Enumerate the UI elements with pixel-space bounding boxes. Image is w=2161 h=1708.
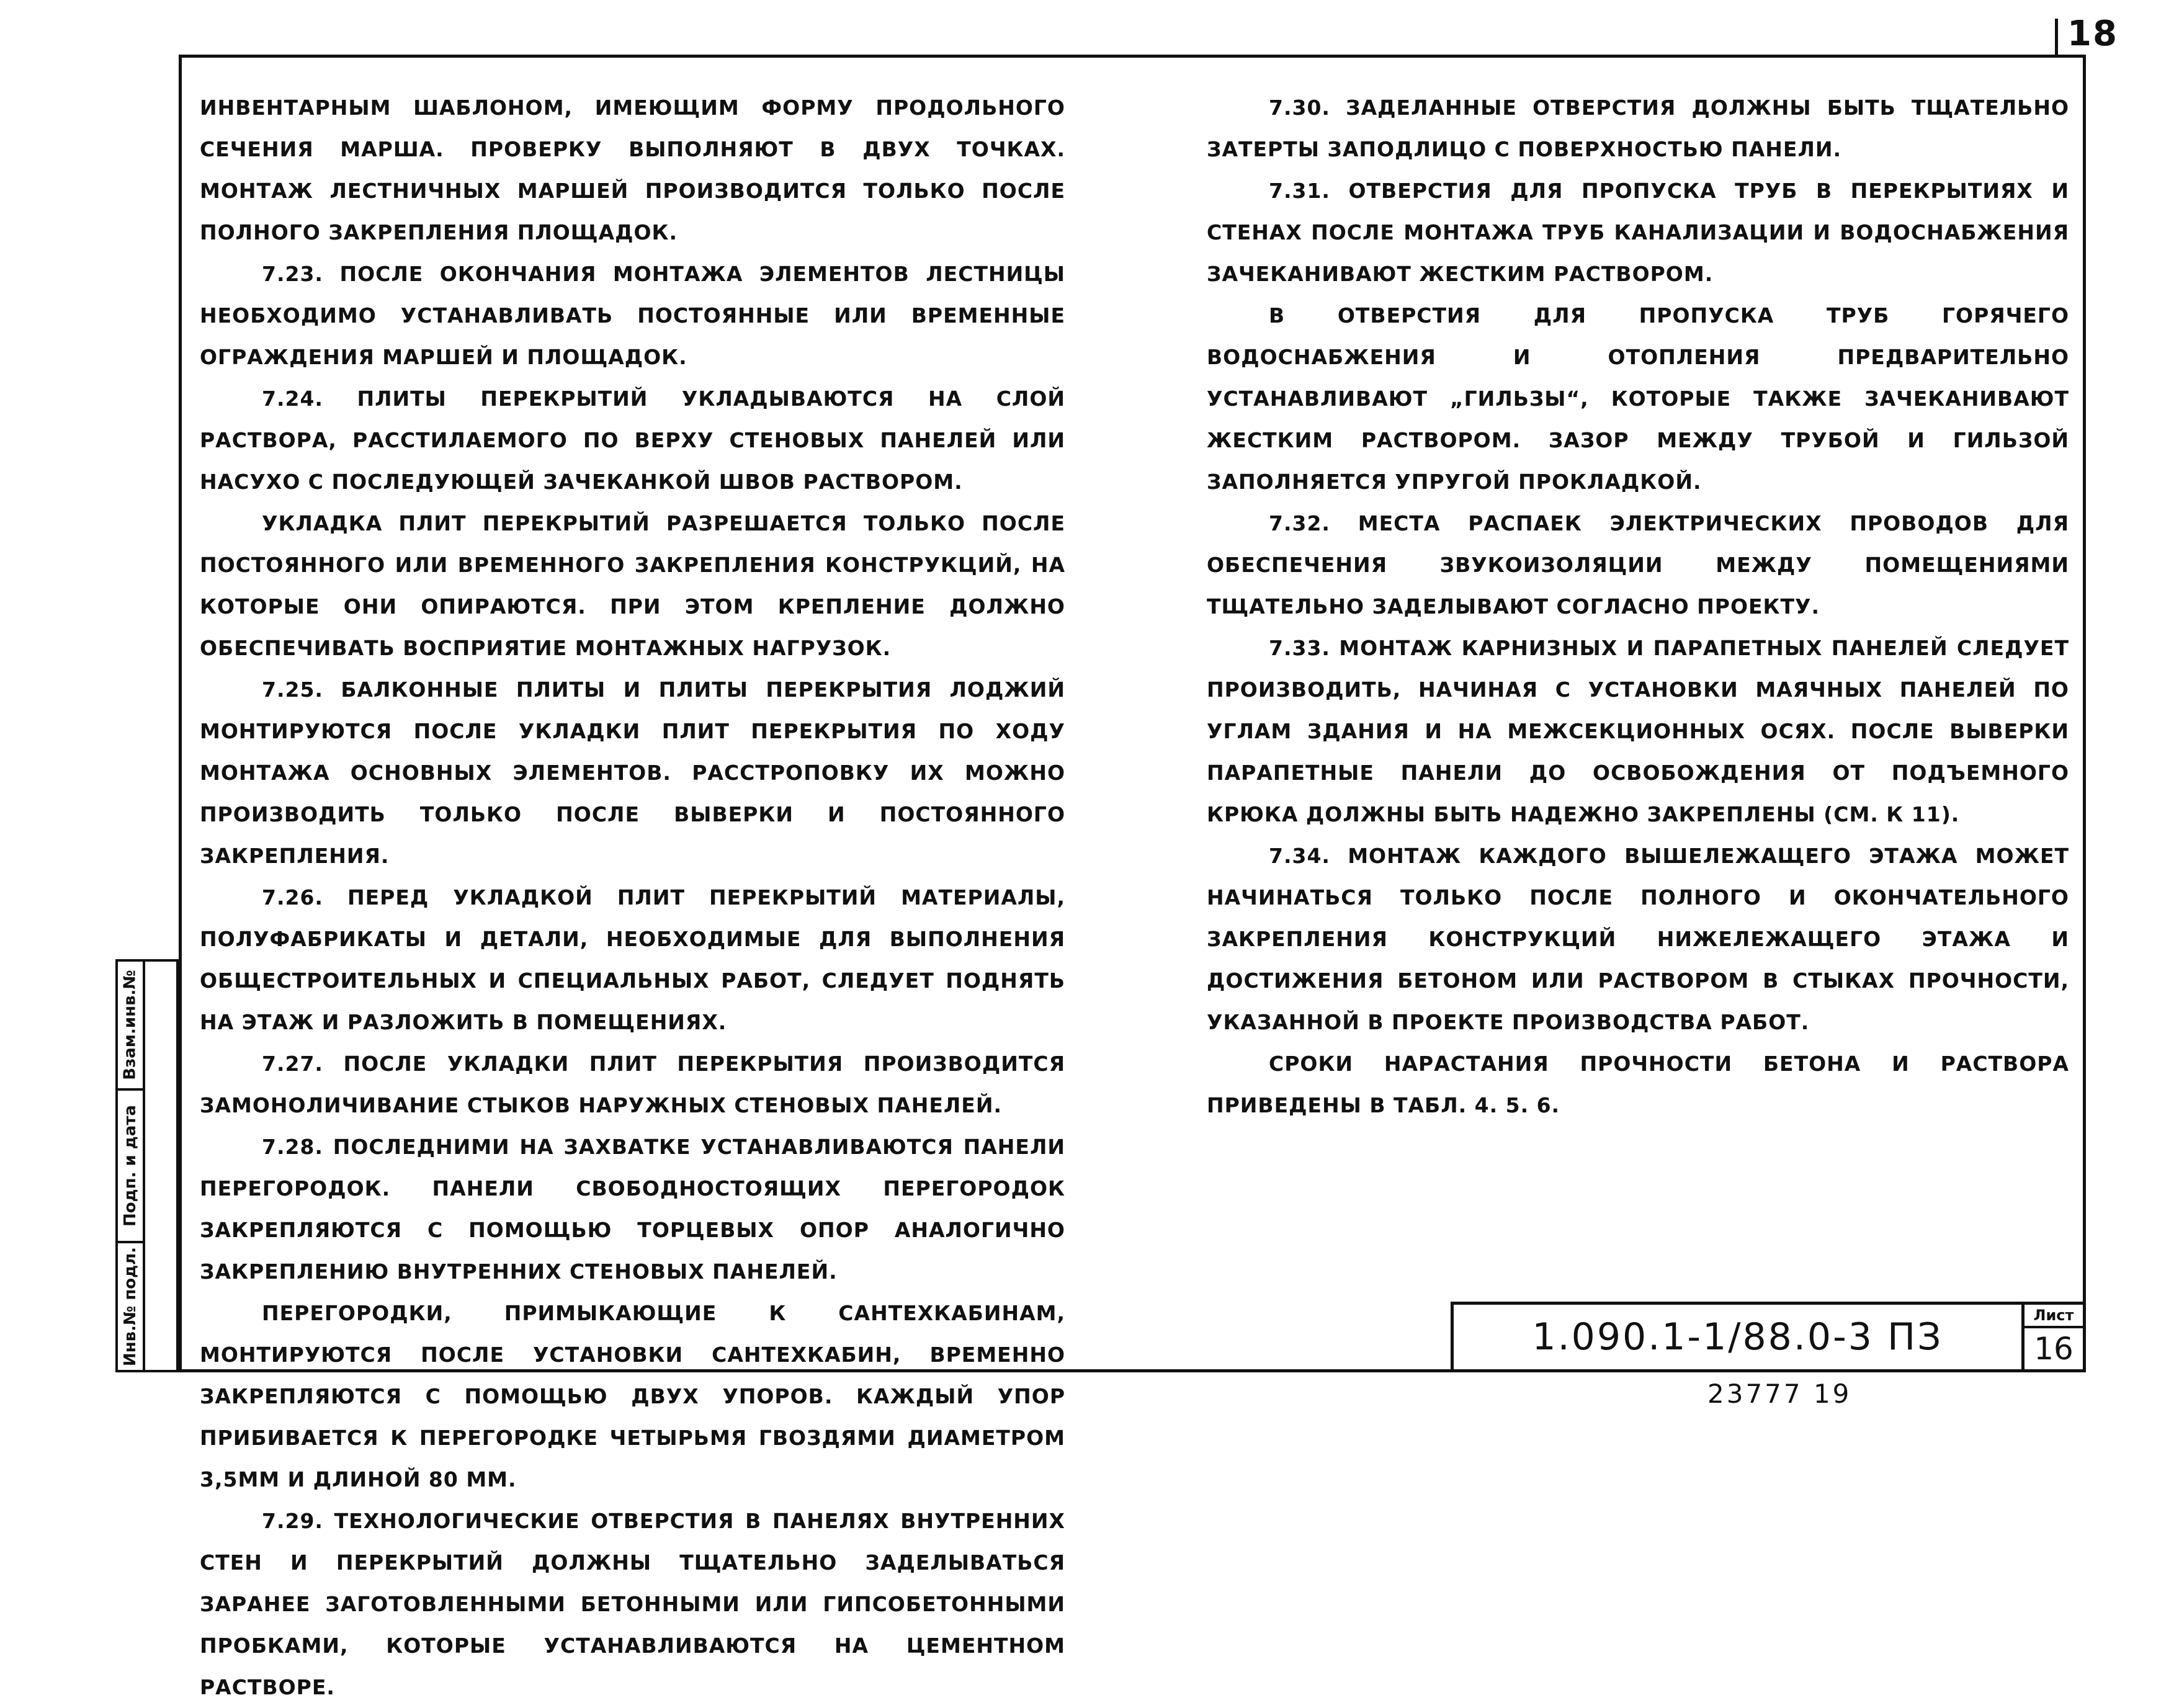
stamp-cell-original-inv	[118, 1243, 143, 1370]
paragraph: 7.25. БАЛКОННЫЕ ПЛИТЫ И ПЛИТЫ ПЕРЕКРЫТИЯ ЛОДЖИЙ МОНТИРУЮТСЯ ПОСЛЕ УКЛАДКИ ПЛИТ ПЕРЕКРЫТИЯ ПО ХОДУ МОНТАЖА ОСНОВНЫХ ЭЛЕМЕНТОВ. РАССТРОПОВКУ ИХ МОЖНО ПРОИЗВОДИТЬ ТОЛЬКО ПОСЛЕ ВЫВЕРКИ И ПОСТОЯННОГО ЗАКРЕПЛЕНИЯ.	[200, 677, 1065, 868]
right-text-column	[1207, 87, 2069, 1126]
paragraph: 7.24. ПЛИТЫ ПЕРЕКРЫТИЙ УКЛАДЫВАЮТСЯ НА СЛОЙ РАСТВОРА, РАССТИЛАЕМОГО ПО ВЕРХУ СТЕНОВЫХ ПАНЕЛЕЙ ИЛИ НАСУХО С ПОСЛЕДУЮЩЕЙ ЗАЧЕКАНКОЙ ШВОВ РАСТВОРОМ.	[200, 387, 1065, 494]
archive-number: 23777 19	[1707, 1379, 1852, 1409]
stamp-label: Инв.№ подл.	[121, 1246, 140, 1367]
paragraph: 7.31. ОТВЕРСТИЯ ДЛЯ ПРОПУСКА ТРУБ В ПЕРЕКРЫТИЯХ И СТЕНАХ ПОСЛЕ МОНТАЖА ТРУБ КАНАЛИЗАЦИИ И ВОДОСНАБЖЕНИЯ ЗАЧЕКАНИВАЮТ ЖЕСТКИМ РАСТВОРОМ.	[1207, 179, 2069, 286]
paragraph: СРОКИ НАРАСТАНИЯ ПРОЧНОСТИ БЕТОНА И РАСТВОРА ПРИВЕДЕНЫ В ТАБЛ. 4. 5. 6.	[1207, 1052, 2069, 1117]
paragraph: 7.27. ПОСЛЕ УКЛАДКИ ПЛИТ ПЕРЕКРЫТИЯ ПРОИЗВОДИТСЯ ЗАМОНОЛИЧИВАНИЕ СТЫКОВ НАРУЖНЫХ СТЕНОВЫХ ПАНЕЛЕЙ.	[200, 1052, 1065, 1117]
stamp-cell-signature-date	[118, 1091, 143, 1243]
document-code: 1.090.1-1/88.0-3 ПЗ	[1454, 1305, 2025, 1369]
stamp-side-strip	[115, 959, 179, 1372]
paragraph: 7.33. МОНТАЖ КАРНИЗНЫХ И ПАРАПЕТНЫХ ПАНЕЛЕЙ СЛЕДУЕТ ПРОИЗВОДИТЬ, НАЧИНАЯ С УСТАНОВКИ МАЯЧНЫХ ПАНЕЛЕЙ ПО УГЛАМ ЗДАНИЯ И НА МЕЖСЕКЦИОННЫХ ОСЯХ. ПОСЛЕ ВЫВЕРКИ ПАРАПЕТНЫЕ ПАНЕЛИ ДО ОСВОБОЖДЕНИЯ ОТ ПОДЪЕМНОГО КРЮКА ДОЛЖНЫ БЫТЬ НАДЕЖНО ЗАКРЕПЛЕНЫ (СМ. К 11).	[1207, 636, 2069, 826]
paragraph: 7.34. МОНТАЖ КАЖДОГО ВЫШЕЛЕЖАЩЕГО ЭТАЖА МОЖЕТ НАЧИНАТЬСЯ ТОЛЬКО ПОСЛЕ ПОЛНОГО И ОКОНЧАТЕЛЬНОГО ЗАКРЕПЛЕНИЯ КОНСТРУКЦИЙ НИЖЕЛЕЖАЩЕГО ЭТАЖА И ДОСТИЖЕНИЯ БЕТОНОМ ИЛИ РАСТВОРОМ В СТЫКАХ ПРОЧНОСТИ, УКАЗАННОЙ В ПРОЕКТЕ ПРОИЗВОДСТВА РАБОТ.	[1207, 844, 2069, 1034]
sheet-number: 16	[2034, 1331, 2074, 1367]
strip-divider	[143, 962, 145, 1370]
paragraph: ИНВЕНТАРНЫМ ШАБЛОНОМ, ИМЕЮЩИМ ФОРМУ ПРОДОЛЬНОГО СЕЧЕНИЯ МАРША. ПРОВЕРКУ ВЫПОЛНЯЮТ В ДВУХ ТОЧКАХ. МОНТАЖ ЛЕСТНИЧНЫХ МАРШЕЙ ПРОИЗВОДИТСЯ ТОЛЬКО ПОСЛЕ ПОЛНОГО ЗАКРЕПЛЕНИЯ ПЛОЩАДОК.	[200, 96, 1065, 244]
paragraph: 7.26. ПЕРЕД УКЛАДКОЙ ПЛИТ ПЕРЕКРЫТИЙ МАТЕРИАЛЫ, ПОЛУФАБРИКАТЫ И ДЕТАЛИ, НЕОБХОДИМЫЕ ДЛЯ ВЫПОЛНЕНИЯ ОБЩЕСТРОИТЕЛЬНЫХ И СПЕЦИАЛЬНЫХ РАБОТ, СЛЕДУЕТ ПОДНЯТЬ НА ЭТАЖ И РАЗЛОЖИТЬ В ПОМЕЩЕНИЯХ.	[200, 885, 1065, 1034]
paragraph: В ОТВЕРСТИЯ ДЛЯ ПРОПУСКА ТРУБ ГОРЯЧЕГО ВОДОСНАБЖЕНИЯ И ОТОПЛЕНИЯ ПРЕДВАРИТЕЛЬНО УСТАНАВЛИВАЮТ „ГИЛЬЗЫ“, КОТОРЫЕ ТАКЖЕ ЗАЧЕКАНИВАЮТ ЖЕСТКИМ РАСТВОРОМ. ЗАЗОР МЕЖДУ ТРУБОЙ И ГИЛЬЗОЙ ЗАПОЛНЯЕТСЯ УПРУГОЙ ПРОКЛАДКОЙ.	[1207, 303, 2069, 494]
paragraph: 7.23. ПОСЛЕ ОКОНЧАНИЯ МОНТАЖА ЭЛЕМЕНТОВ ЛЕСТНИЦЫ НЕОБХОДИМО УСТАНАВЛИВАТЬ ПОСТОЯННЫЕ ИЛИ ВРЕМЕННЫЕ ОГРАЖДЕНИЯ МАРШЕЙ И ПЛОЩАДОК.	[200, 262, 1065, 369]
paragraph: 7.28. ПОСЛЕДНИМИ НА ЗАХВАТКЕ УСТАНАВЛИВАЮТСЯ ПАНЕЛИ ПЕРЕГОРОДОК. ПАНЕЛИ СВОБОДНОСТОЯЩИХ ПЕРЕГОРОДОК ЗАКРЕПЛЯЮТСЯ С ПОМОЩЬЮ ТОРЦЕВЫХ ОПОР АНАЛОГИЧНО ЗАКРЕПЛЕНИЮ ВНУТРЕННИХ СТЕНОВЫХ ПАНЕЛЕЙ.	[200, 1135, 1065, 1284]
stamp-label: Подп. и дата	[121, 1105, 140, 1227]
title-block	[1451, 1302, 2086, 1372]
paragraph: 7.30. ЗАДЕЛАННЫЕ ОТВЕРСТИЯ ДОЛЖНЫ БЫТЬ ТЩАТЕЛЬНО ЗАТЕРТЫ ЗАПОДЛИЦО С ПОВЕРХНОСТЬЮ ПАНЕЛИ.	[1207, 96, 2069, 161]
stamp-label: Взам.инв.№	[121, 970, 140, 1080]
paragraph: УКЛАДКА ПЛИТ ПЕРЕКРЫТИЙ РАЗРЕШАЕТСЯ ТОЛЬКО ПОСЛЕ ПОСТОЯННОГО ИЛИ ВРЕМЕННОГО ЗАКРЕПЛЕНИЯ КОНСТРУКЦИЙ, НА КОТОРЫЕ ОНИ ОПИРАЮТСЯ. ПРИ ЭТОМ КРЕПЛЕНИЕ ДОЛЖНО ОБЕСПЕЧИВАТЬ ВОСПРИЯТИЕ МОНТАЖНЫХ НАГРУЗОК.	[200, 511, 1065, 660]
sheet-label: Лист	[2025, 1305, 2083, 1328]
left-text-column	[200, 87, 1065, 1708]
paragraph: ПЕРЕГОРОДКИ, ПРИМЫКАЮЩИЕ К САНТЕХКАБИНАМ, МОНТИРУЮТСЯ ПОСЛЕ УСТАНОВКИ САНТЕХКАБИН, ВРЕМЕННО ЗАКРЕПЛЯЮТСЯ С ПОМОЩЬЮ ДВУХ УПОРОВ. КАЖДЫЙ УПОР ПРИБИВАЕТСЯ К ПЕРЕГОРОДКЕ ЧЕТЫРЬМЯ ГВОЗДЯМИ ДИАМЕТРОМ 3,5ММ И ДЛИНОЙ 80 ММ.	[200, 1301, 1065, 1491]
stamp-cell-replacement-inv	[118, 962, 143, 1091]
corner-tick	[2055, 19, 2058, 56]
paragraph: 7.32. МЕСТА РАСПАЕК ЭЛЕКТРИЧЕСКИХ ПРОВОДОВ ДЛЯ ОБЕСПЕЧЕНИЯ ЗВУКОИЗОЛЯЦИИ МЕЖДУ ПОМЕЩЕНИЯМИ ТЩАТЕЛЬНО ЗАДЕЛЫВАЮТ СОГЛАСНО ПРОЕКТУ.	[1207, 511, 2069, 619]
paragraph: 7.29. ТЕХНОЛОГИЧЕСКИЕ ОТВЕРСТИЯ В ПАНЕЛЯХ ВНУТРЕННИХ СТЕН И ПЕРЕКРЫТИЙ ДОЛЖНЫ ТЩАТЕЛЬНО ЗАДЕЛЫВАТЬСЯ ЗАРАНЕЕ ЗАГОТОВЛЕННЫМИ БЕТОННЫМИ ИЛИ ГИПСОБЕТОННЫМИ ПРОБКАМИ, КОТОРЫЕ УСТАНАВЛИВАЮТСЯ НА ЦЕМЕНТНОМ РАСТВОРЕ.	[200, 1509, 1065, 1699]
corner-page-number: 18	[2067, 14, 2118, 54]
